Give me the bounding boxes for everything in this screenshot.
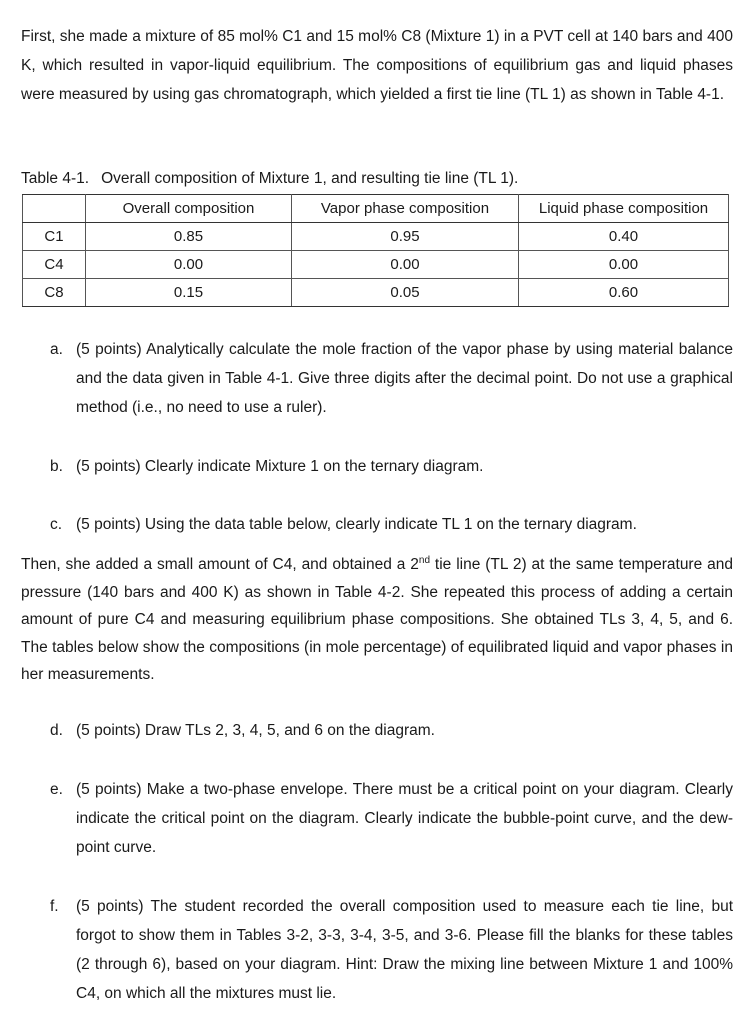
- table-header-cell: Vapor phase composition: [292, 195, 519, 223]
- table-row: [23, 279, 729, 307]
- table-cell: 0.00: [292, 251, 519, 279]
- table-caption-text: Overall composition of Mixture 1, and resulting tie line (TL 1).: [101, 170, 519, 187]
- question-marker: a.: [50, 341, 63, 358]
- question-marker: b.: [50, 458, 63, 475]
- table-cell: C1: [23, 223, 86, 251]
- question-text: (5 points) The student recorded the overall composition used to measure each tie line, but forgot to show them in Tables 3-2, 3-3, 3-4, 3-5, and 3-6. Please fill the blanks for these tables (2 through 6), based on your diagram. Hint: Draw the mixing line between Mixture 1 and 100% C4, on which all the mixtures must lie.: [76, 898, 733, 1002]
- table-header-row: [23, 195, 729, 223]
- second-paragraph: [21, 551, 733, 689]
- table-header-cell: Overall composition: [86, 195, 292, 223]
- table-cell: 0.15: [86, 279, 292, 307]
- question-marker: e.: [50, 781, 63, 798]
- question-a: [50, 335, 733, 422]
- table-cell: 0.40: [519, 223, 729, 251]
- table-row: [23, 223, 729, 251]
- table-cell: 0.00: [86, 251, 292, 279]
- question-text: (5 points) Clearly indicate Mixture 1 on the ternary diagram.: [76, 458, 484, 475]
- table-cell: 0.95: [292, 223, 519, 251]
- composition-table: [22, 194, 729, 307]
- second-paragraph-rest: tie line (TL 2) at the same temperature and pressure (140 bars and 400 K) as shown in Table 4-2. She repeated this process of adding a certain amount of pure C4 and measuring equilibrium phase compositions. She obtained TLs 3, 4, 5, and 6. The tables below show the compositions (in mole percentage) of equilibrated liquid and vapor phases in her measurements.: [21, 556, 733, 683]
- question-b: [50, 452, 733, 481]
- question-marker: f.: [50, 898, 59, 915]
- second-paragraph-start: Then, she added a small amount of C4, and obtained a 2: [21, 556, 419, 573]
- table-cell: C4: [23, 251, 86, 279]
- table-caption: [21, 168, 518, 190]
- table-header-cell: [23, 195, 86, 223]
- table-cell: 0.00: [519, 251, 729, 279]
- question-text: (5 points) Draw TLs 2, 3, 4, 5, and 6 on the diagram.: [76, 722, 435, 739]
- intro-paragraph: First, she made a mixture of 85 mol% C1 and 15 mol% C8 (Mixture 1) in a PVT cell at 140 bars and 400 K, which resulted in vapor-liquid equilibrium. The compositions of equilibrium gas and liquid phases were measured by using gas chromatograph, which yielded a first tie line (TL 1) as shown in Table 4-1.: [21, 28, 733, 103]
- ordinal-superscript: nd: [418, 554, 431, 566]
- question-d: [50, 716, 733, 745]
- question-text: (5 points) Analytically calculate the mole fraction of the vapor phase by using material balance and the data given in Table 4-1. Give three digits after the decimal point. Do not use a graphical method (i.e., no need to use a ruler).: [76, 341, 733, 416]
- table-header-cell: Liquid phase composition: [519, 195, 729, 223]
- question-f: [50, 892, 733, 1008]
- table-row: [23, 251, 729, 279]
- question-text: (5 points) Using the data table below, clearly indicate TL 1 on the ternary diagram.: [76, 516, 637, 533]
- table-cell: 0.85: [86, 223, 292, 251]
- table-caption-label: Table 4-1.: [21, 170, 90, 187]
- table-cell: 0.60: [519, 279, 729, 307]
- question-e: [50, 775, 733, 862]
- table-cell: C8: [23, 279, 86, 307]
- question-text: (5 points) Make a two-phase envelope. There must be a critical point on your diagram. Clearly indicate the critical point on the diagram. Clearly indicate the bubble-point curve, and the dew-point curve.: [76, 781, 733, 856]
- question-c: [50, 510, 733, 539]
- table-cell: 0.05: [292, 279, 519, 307]
- question-marker: d.: [50, 722, 63, 739]
- question-marker: c.: [50, 516, 63, 533]
